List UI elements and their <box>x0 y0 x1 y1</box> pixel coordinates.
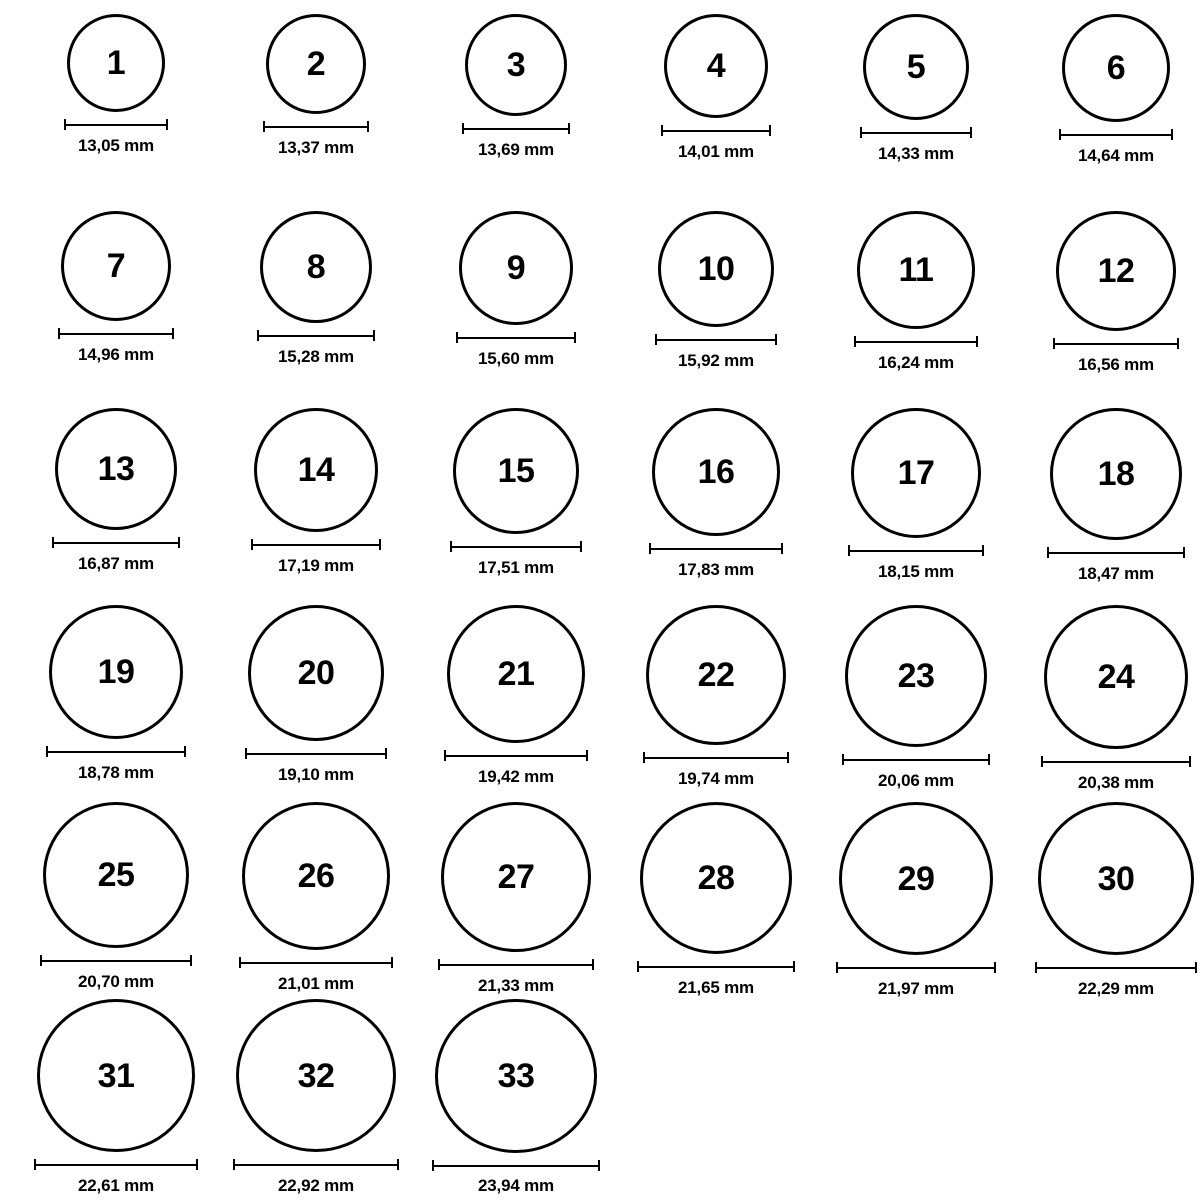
diameter-measure-bar <box>239 957 393 968</box>
diameter-measure-bar <box>251 539 381 550</box>
diameter-label: 14,33 mm <box>878 144 954 163</box>
measure-cap-right <box>1171 129 1173 140</box>
ring-size-number: 2 <box>306 45 326 83</box>
ring-size-cell[interactable] <box>816 802 1016 999</box>
measure-line <box>438 964 594 966</box>
measure-cap-right <box>988 754 990 765</box>
diameter-measure-bar <box>450 541 582 552</box>
ring-circle <box>839 802 993 955</box>
measure-cap-left <box>432 1160 434 1171</box>
measure-cap-right <box>385 748 387 759</box>
measure-line <box>239 962 393 964</box>
measure-line <box>661 130 771 132</box>
ring-size-number: 3 <box>506 46 526 84</box>
measure-cap-right <box>172 328 174 339</box>
diameter-measure-bar <box>655 334 777 345</box>
ring-size-number: 7 <box>106 247 126 285</box>
diameter-measure-bar <box>64 119 168 130</box>
diameter-measure-bar <box>46 746 186 757</box>
measure-cap-left <box>848 545 850 556</box>
ring-size-cell[interactable] <box>1016 14 1200 211</box>
measure-cap-left <box>438 959 440 970</box>
measure-cap-left <box>450 541 452 552</box>
measure-cap-right <box>982 545 984 556</box>
ring-size-number: 9 <box>506 249 526 287</box>
diameter-measure-bar <box>52 537 180 548</box>
measure-cap-right <box>976 336 978 347</box>
measure-cap-right <box>1195 962 1197 973</box>
measure-line <box>40 960 192 962</box>
diameter-measure-bar <box>432 1160 600 1170</box>
diameter-measure-bar <box>34 1159 198 1170</box>
diameter-measure-bar <box>58 328 174 339</box>
measure-line <box>1047 552 1185 554</box>
diameter-measure-bar <box>462 123 570 134</box>
diameter-measure-bar <box>438 959 594 970</box>
ring-size-number: 1 <box>106 44 126 82</box>
ring-size-cell[interactable] <box>16 802 216 999</box>
diameter-label: 13,69 mm <box>478 140 554 159</box>
diameter-label: 21,65 mm <box>678 978 754 997</box>
diameter-label: 14,01 mm <box>678 142 754 161</box>
ring-size-number: 10 <box>697 250 735 288</box>
ring-size-number: 15 <box>497 452 535 490</box>
diameter-measure-bar <box>233 1159 399 1170</box>
measure-cap-left <box>649 543 651 554</box>
ring-circle <box>664 14 768 118</box>
ring-circle <box>43 802 189 948</box>
measure-cap-right <box>397 1159 399 1170</box>
ring-size-number: 19 <box>97 653 135 691</box>
ring-circle <box>1056 211 1176 331</box>
diameter-label: 16,56 mm <box>1078 355 1154 374</box>
ring-size-cell[interactable] <box>216 211 416 408</box>
ring-circle <box>658 211 774 327</box>
ring-size-cell[interactable] <box>16 211 216 408</box>
diameter-label: 13,05 mm <box>78 136 154 155</box>
diameter-measure-bar <box>444 750 588 761</box>
measure-line <box>462 128 570 130</box>
measure-line <box>637 966 795 968</box>
ring-circle <box>61 211 171 321</box>
diameter-label: 15,28 mm <box>278 347 354 366</box>
measure-cap-left <box>64 119 66 130</box>
ring-size-cell[interactable] <box>616 14 816 211</box>
measure-line <box>251 544 381 546</box>
diameter-label: 18,15 mm <box>878 562 954 581</box>
ring-circle <box>863 14 969 120</box>
ring-size-number: 12 <box>1097 252 1135 290</box>
measure-cap-right <box>787 752 789 763</box>
diameter-measure-bar <box>1047 547 1185 558</box>
measure-cap-left <box>52 537 54 548</box>
measure-cap-left <box>34 1159 36 1170</box>
measure-cap-right <box>793 961 795 972</box>
diameter-label: 15,92 mm <box>678 351 754 370</box>
measure-cap-right <box>373 330 375 341</box>
measure-line <box>64 124 168 126</box>
measure-line <box>860 132 972 134</box>
diameter-label: 17,51 mm <box>478 558 554 577</box>
ring-size-cell[interactable] <box>416 408 616 605</box>
diameter-measure-bar <box>263 121 369 132</box>
ring-size-number: 6 <box>1106 49 1126 87</box>
diameter-measure-bar <box>860 127 972 138</box>
ring-size-cell[interactable] <box>616 605 816 802</box>
ring-size-number: 23 <box>897 657 935 695</box>
measure-line <box>450 546 582 548</box>
ring-size-cell[interactable] <box>216 14 416 211</box>
ring-size-cell[interactable] <box>216 605 416 802</box>
ring-size-number: 21 <box>497 655 535 693</box>
measure-cap-left <box>233 1159 235 1170</box>
ring-size-cell[interactable] <box>216 408 416 605</box>
diameter-label: 13,37 mm <box>278 138 354 157</box>
diameter-measure-bar <box>257 330 375 341</box>
ring-size-number: 25 <box>97 856 135 894</box>
ring-size-cell[interactable] <box>1016 605 1200 802</box>
measure-line <box>842 759 990 761</box>
ring-size-number: 13 <box>97 450 135 488</box>
measure-line <box>848 550 984 552</box>
ring-size-cell[interactable] <box>416 211 616 408</box>
diameter-measure-bar <box>1053 338 1179 349</box>
diameter-label: 16,24 mm <box>878 353 954 372</box>
measure-line <box>34 1164 198 1166</box>
diameter-label: 19,42 mm <box>478 767 554 786</box>
ring-circle <box>1050 408 1182 540</box>
measure-line <box>456 337 576 339</box>
ring-size-cell[interactable] <box>816 211 1016 408</box>
diameter-label: 14,96 mm <box>78 345 154 364</box>
measure-cap-left <box>239 957 241 968</box>
ring-circle <box>845 605 987 747</box>
measure-line <box>649 548 783 550</box>
diameter-label: 19,10 mm <box>278 765 354 784</box>
measure-line <box>444 755 588 757</box>
measure-line <box>854 341 978 343</box>
ring-circle <box>857 211 975 329</box>
ring-circle <box>254 408 378 532</box>
diameter-measure-bar <box>854 336 978 347</box>
measure-cap-right <box>574 332 576 343</box>
diameter-measure-bar <box>649 543 783 554</box>
measure-cap-right <box>1183 547 1185 558</box>
ring-circle <box>459 211 573 325</box>
diameter-label: 17,19 mm <box>278 556 354 575</box>
measure-cap-right <box>367 121 369 132</box>
measure-line <box>836 967 996 969</box>
measure-cap-left <box>836 962 838 973</box>
measure-cap-left <box>245 748 247 759</box>
measure-line <box>46 751 186 753</box>
ring-size-cell[interactable] <box>616 211 816 408</box>
diameter-label: 21,01 mm <box>278 974 354 993</box>
diameter-measure-bar <box>848 545 984 556</box>
ring-size-cell[interactable] <box>416 999 616 1196</box>
measure-cap-left <box>854 336 856 347</box>
ring-size-number: 27 <box>497 858 535 896</box>
diameter-measure-bar <box>842 754 990 765</box>
ring-circle <box>447 605 585 743</box>
ring-circle <box>435 999 597 1153</box>
diameter-label: 15,60 mm <box>478 349 554 368</box>
ring-size-cell[interactable] <box>1016 802 1200 999</box>
measure-cap-right <box>781 543 783 554</box>
measure-cap-left <box>1041 756 1043 767</box>
ring-circle <box>453 408 579 534</box>
diameter-label: 20,70 mm <box>78 972 154 991</box>
measure-cap-left <box>462 123 464 134</box>
measure-cap-left <box>40 955 42 966</box>
ring-size-cell[interactable] <box>1016 211 1200 408</box>
ring-circle <box>49 605 183 739</box>
ring-size-number: 4 <box>706 47 726 85</box>
measure-line <box>52 542 180 544</box>
measure-cap-right <box>994 962 996 973</box>
ring-circle <box>1044 605 1188 749</box>
diameter-label: 21,97 mm <box>878 979 954 998</box>
ring-size-cell[interactable] <box>816 408 1016 605</box>
ring-size-number: 26 <box>297 857 335 895</box>
measure-cap-left <box>46 746 48 757</box>
measure-cap-right <box>775 334 777 345</box>
diameter-measure-bar <box>661 125 771 136</box>
measure-line <box>1041 761 1191 763</box>
measure-cap-right <box>196 1159 198 1170</box>
ring-size-number: 20 <box>297 654 335 692</box>
measure-cap-right <box>1177 338 1179 349</box>
ring-size-number: 29 <box>897 859 935 898</box>
ring-size-number: 32 <box>297 1056 335 1095</box>
measure-cap-right <box>166 119 168 130</box>
ring-size-cell[interactable] <box>416 802 616 999</box>
ring-size-number: 22 <box>697 656 735 694</box>
measure-line <box>655 339 777 341</box>
diameter-label: 23,94 mm <box>478 1176 554 1195</box>
ring-circle <box>652 408 780 536</box>
ring-size-cell[interactable] <box>416 605 616 802</box>
ring-size-cell[interactable] <box>816 605 1016 802</box>
diameter-measure-bar <box>836 962 996 973</box>
ring-size-number: 11 <box>898 251 934 289</box>
measure-cap-left <box>643 752 645 763</box>
ring-size-cell[interactable] <box>816 14 1016 211</box>
ring-size-cell[interactable] <box>16 605 216 802</box>
measure-cap-right <box>184 746 186 757</box>
measure-cap-left <box>257 330 259 341</box>
ring-size-cell[interactable] <box>616 802 816 999</box>
ring-circle <box>67 14 165 112</box>
measure-cap-right <box>1189 756 1191 767</box>
ring-size-number: 5 <box>906 48 926 86</box>
measure-cap-right <box>178 537 180 548</box>
ring-size-cell[interactable] <box>1016 408 1200 605</box>
ring-size-number: 18 <box>1097 455 1135 493</box>
diameter-measure-bar <box>245 748 387 759</box>
measure-cap-left <box>263 121 265 132</box>
measure-cap-right <box>970 127 972 138</box>
ring-size-cell[interactable] <box>616 408 816 605</box>
measure-cap-left <box>58 328 60 339</box>
measure-cap-right <box>592 959 594 970</box>
ring-size-cell[interactable] <box>416 14 616 211</box>
ring-size-number: 31 <box>97 1056 135 1095</box>
ring-circle <box>646 605 786 745</box>
ring-circle <box>242 802 390 950</box>
diameter-label: 20,06 mm <box>878 771 954 790</box>
ring-circle <box>851 408 981 538</box>
diameter-label: 18,78 mm <box>78 763 154 782</box>
measure-line <box>58 333 174 335</box>
measure-cap-left <box>1047 547 1049 558</box>
diameter-label: 17,83 mm <box>678 560 754 579</box>
ring-size-cell[interactable] <box>216 802 416 999</box>
diameter-label: 21,33 mm <box>478 976 554 995</box>
measure-line <box>233 1164 399 1166</box>
measure-cap-right <box>598 1160 600 1171</box>
ring-size-number: 14 <box>297 451 335 489</box>
ring-circle <box>248 605 384 741</box>
ring-size-number: 33 <box>497 1056 535 1095</box>
measure-cap-left <box>842 754 844 765</box>
measure-cap-left <box>456 332 458 343</box>
ring-size-number: 28 <box>697 859 735 897</box>
measure-line <box>1053 343 1179 345</box>
ring-size-grid <box>0 14 1200 1196</box>
diameter-label: 18,47 mm <box>1078 564 1154 583</box>
diameter-label: 22,61 mm <box>78 1176 154 1195</box>
measure-cap-left <box>1035 962 1037 973</box>
ring-circle <box>55 408 177 530</box>
measure-line <box>263 126 369 128</box>
diameter-measure-bar <box>1035 962 1197 973</box>
ring-size-number: 24 <box>1097 658 1135 696</box>
ring-size-number: 16 <box>697 453 735 491</box>
measure-cap-right <box>190 955 192 966</box>
diameter-measure-bar <box>1059 129 1173 140</box>
ring-circle <box>465 14 567 116</box>
diameter-label: 20,38 mm <box>1078 773 1154 792</box>
measure-cap-left <box>1053 338 1055 349</box>
measure-cap-left <box>251 539 253 550</box>
measure-cap-left <box>1059 129 1061 140</box>
measure-line <box>1059 134 1173 136</box>
ring-circle <box>640 802 792 954</box>
ring-size-number: 8 <box>306 248 326 286</box>
ring-size-cell[interactable] <box>216 999 416 1196</box>
diameter-label: 22,92 mm <box>278 1176 354 1195</box>
measure-cap-right <box>580 541 582 552</box>
measure-cap-left <box>860 127 862 138</box>
measure-line <box>1035 967 1197 969</box>
ring-size-cell[interactable] <box>16 999 216 1196</box>
ring-circle <box>236 999 396 1152</box>
diameter-label: 19,74 mm <box>678 769 754 788</box>
ring-circle <box>260 211 372 323</box>
measure-cap-left <box>444 750 446 761</box>
measure-cap-right <box>586 750 588 761</box>
diameter-label: 16,87 mm <box>78 554 154 573</box>
ring-circle <box>266 14 366 114</box>
diameter-measure-bar <box>40 955 192 966</box>
ring-circle <box>1062 14 1170 122</box>
diameter-label: 22,29 mm <box>1078 979 1154 998</box>
measure-cap-right <box>769 125 771 136</box>
diameter-measure-bar <box>643 752 789 763</box>
measure-cap-left <box>637 961 639 972</box>
measure-cap-right <box>379 539 381 550</box>
measure-cap-left <box>655 334 657 345</box>
ring-size-number: 17 <box>897 454 935 492</box>
ring-size-number: 30 <box>1097 859 1135 898</box>
diameter-measure-bar <box>456 332 576 343</box>
measure-line <box>643 757 789 759</box>
ring-circle <box>441 802 591 952</box>
measure-line <box>257 335 375 337</box>
measure-cap-right <box>391 957 393 968</box>
ring-circle <box>37 999 195 1152</box>
diameter-label: 14,64 mm <box>1078 146 1154 165</box>
measure-line <box>432 1165 600 1167</box>
ring-size-cell[interactable] <box>16 408 216 605</box>
measure-cap-right <box>568 123 570 134</box>
diameter-measure-bar <box>637 961 795 972</box>
ring-size-cell[interactable] <box>16 14 216 211</box>
diameter-measure-bar <box>1041 756 1191 767</box>
measure-line <box>245 753 387 755</box>
measure-cap-left <box>661 125 663 136</box>
ring-circle <box>1038 802 1194 955</box>
